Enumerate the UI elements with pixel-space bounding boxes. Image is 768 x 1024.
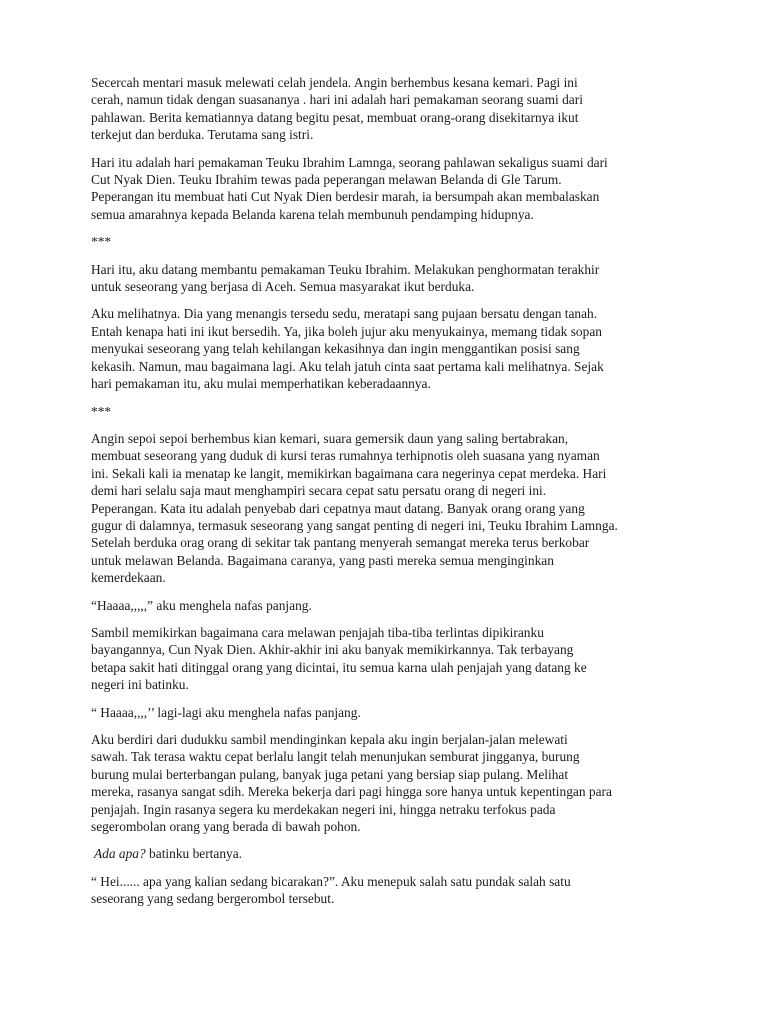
paragraph-4: Aku melihatnya. Dia yang menangis tersedu sedu, meratapi sang pujaan bersatu dengan tanah. Entah kenapa hati ini ikut bersedih. Ya, jika boleh jujur aku menyukainya, memang tidak sopan menyukai seseorang yang telah kehilangan kekasihnya dan ingin menggantikan posisi sang kekasih. Namun, mau bagaimana lagi. Aku telah jatuh cinta saat pertama kali melihatnya. Sejak hari pemakaman itu, aku mulai memperhatikan keberadaannya. (91, 306, 604, 392)
paragraph-11: “ Hei...... apa yang kalian sedang bicarakan?”. Aku menepuk salah satu pundak salah satu seseorang yang sedang bergerombol tersebut. (91, 873, 571, 907)
paragraph-5: Angin sepoi sepoi berhembus kian kemari, suara gemersik daun yang saling bertabrakan, membuat seseorang yang duduk di kursi teras rumahnya terhipnotis oleh suasana yang nyaman ini. Sekali kali ia menatap ke langit, memikirkan bagaimana cara negerinya cepat merdeka. Hari demi hari selalu saja maut menghampiri secara cepat satu persatu orang di negeri ini. Peperangan. Kata itu adalah penyebab dari cepatnya maut datang. Banyak orang orang yang gugur di dalamnya, termasuk seseorang yang sangat penting di negeri ini, Teuku Ibrahim Lamnga. Setelah berduka orag orang di sekitar tak pantang menyerah semangat mereka terus berkobar untuk melawan Belanda. Bagaimana caranya, yang pasti mereka semua menginginkan kemerdekaan. (91, 430, 618, 586)
paragraph-8: “ Haaaa,,,,’’ lagi-lagi aku menghela nafas panjang. (91, 704, 361, 720)
paragraph-10 (91, 845, 691, 862)
inner-thought-text: Ada apa? (94, 846, 146, 862)
paragraph-2: Hari itu adalah hari pemakaman Teuku Ibrahim Lamnga, seorang pahlawan sekaligus suami dari Cut Nyak Dien. Teuku Ibrahim tewas pada peperangan melawan Belanda di Gle Tarum. Peperangan itu membuat hati Cut Nyak Dien berdesir marah, ia bersumpah akan membalaskan semua amarahnya kepada Belanda karena telah membunuh pendamping hidupnya. (91, 154, 608, 222)
paragraph-7: Sambil memikirkan bagaimana cara melawan penjajah tiba-tiba terlintas dipikiranku bayangannya, Cun Nyak Dien. Akhir-akhir ini aku banyak memikirkannya. Tak terbayang betapa sakit hati ditinggal orang yang dicintai, itu semua karna ulah penjajah yang datang ke negeri ini batinku. (91, 624, 587, 693)
document-page (91, 74, 691, 918)
paragraph-1: Secercah mentari masuk melewati celah jendela. Angin berhembus kesana kemari. Pagi ini cerah, namun tidak dengan suasananya . hari ini adalah hari pemakaman seorang suami dari pahlawan. Berita kematiannya datang begitu pesat, membuat orang-orang disekitarnya ikut terkejut dan berduka. Terutama sang istri. (91, 75, 583, 143)
paragraph-6: “Haaaa,,,,,” aku menghela nafas panjang. (91, 597, 312, 613)
section-separator-2: *** (91, 403, 112, 419)
paragraph-9: Aku berdiri dari dudukku sambil mendinginkan kepala aku ingin berjalan-jalan melewati sawah. Tak terasa waktu cepat berlalu langit telah menunjukan semburat jingganya, burung burung mulai berterbangan pulang, banyak juga petani yang bersiap siap pulang. Melihat mereka, rasanya sangat sdih. Mereka bekerja dari pagi hingga sore hanya untuk kepentingan para penjajah. Ingin rasanya segera ku merdekakan negeri ini, hingga netraku terfokus pada segerombolan orang yang berada di bawah pohon. (91, 732, 612, 835)
section-separator-1: *** (91, 234, 112, 250)
paragraph-10-rest: batinku bertanya. (145, 846, 243, 862)
paragraph-3: Hari itu, aku datang membantu pemakaman Teuku Ibrahim. Melakukan penghormatan terakhir untuk seseorang yang berjasa di Aceh. Semua masyarakat ikut berduka. (91, 261, 600, 295)
